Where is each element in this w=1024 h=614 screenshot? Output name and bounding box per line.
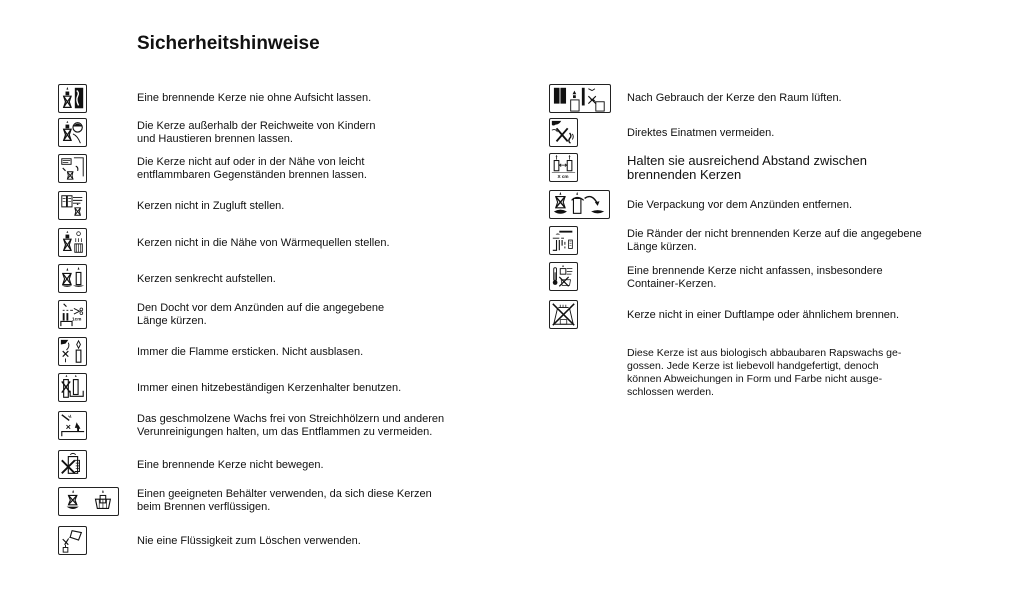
candle-unattended-icon: [58, 84, 87, 113]
remove-packaging-icon: [549, 190, 610, 219]
page-title: Sicherheitshinweise: [137, 33, 320, 54]
trim-edges-icon: [549, 226, 578, 255]
safety-text: Halten sie ausreichend Abstand zwischen brennenden Kerzen: [627, 153, 867, 182]
safety-text: Direktes Einatmen vermeiden.: [627, 127, 775, 139]
safety-text: Kerze nicht in einer Duftlampe oder ähnlichem brennen.: [627, 309, 900, 321]
safety-text: Einen geeigneten Behälter verwenden, da sich diese Kerzen beim Brennen verflüssigen.: [137, 488, 432, 513]
snuff-flame-icon: [58, 337, 87, 366]
safety-text: Kerzen nicht in Zugluft stellen.: [137, 200, 285, 212]
wick-length-label: 1cm: [72, 316, 82, 322]
safety-text: Eine brennende Kerze nie ohne Aufsicht lassen.: [137, 92, 372, 104]
candle-draft-icon: [58, 191, 87, 220]
ventilate-room-icon: [549, 84, 611, 113]
safety-text: Nie eine Flüssigkeit zum Löschen verwenden.: [137, 535, 361, 547]
no-liquid-extinguish-icon: [58, 526, 87, 555]
safety-text: Nach Gebrauch der Kerze den Raum lüften.: [627, 92, 842, 104]
wax-debris-icon: [58, 411, 87, 440]
candle-flammable-objects-icon: [58, 154, 87, 183]
candle-upright-icon: [58, 264, 87, 293]
candle-distance-icon: [549, 153, 578, 182]
candle-holder-icon: [58, 373, 87, 402]
product-note: Diese Kerze ist aus biologisch abbaubaren Rapswachs ge- gossen. Jede Kerze ist liebevoll handgefertigt, denoch können Abweichungen in Form und Farbe nicht ausge- schlossen werden.: [627, 347, 902, 398]
safety-text: Die Kerze nicht auf oder in der Nähe von leicht entflammbaren Gegenständen brennen lassen.: [137, 156, 367, 181]
hot-container-icon: [549, 262, 578, 291]
safety-text: Den Docht vor dem Anzünden auf die angegebene Länge kürzen.: [137, 302, 385, 327]
no-oil-burner-icon: [549, 300, 578, 329]
do-not-move-candle-icon: [58, 450, 87, 479]
wick-trim-icon: [58, 300, 87, 329]
avoid-inhaling-icon: [549, 118, 578, 147]
safety-text: Immer einen hitzebeständigen Kerzenhalter benutzen.: [137, 382, 402, 394]
safety-text: Die Verpackung vor dem Anzünden entfernen.: [627, 199, 853, 211]
distance-label: X cm: [557, 174, 569, 180]
candle-children-pets-icon: [58, 118, 87, 147]
candle-heat-source-icon: [58, 228, 87, 257]
safety-text: Eine brennende Kerze nicht anfassen, insbesondere Container-Kerzen.: [627, 265, 883, 290]
suitable-container-icon: [58, 487, 119, 516]
safety-text: Kerzen senkrecht aufstellen.: [137, 273, 276, 285]
safety-text: Die Ränder der nicht brennenden Kerze auf die angegebene Länge kürzen.: [627, 228, 922, 253]
safety-text: Das geschmolzene Wachs frei von Streichhölzern und anderen Verunreinigungen halten, um das Entflammen zu vermeiden.: [137, 413, 445, 438]
safety-text: Kerzen nicht in die Nähe von Wärmequellen stellen.: [137, 237, 390, 249]
safety-text: Eine brennende Kerze nicht bewegen.: [137, 459, 324, 471]
safety-text: Die Kerze außerhalb der Reichweite von Kindern und Haustieren brennen lassen.: [137, 120, 376, 145]
safety-text: Immer die Flamme ersticken. Nicht ausblasen.: [137, 346, 364, 358]
